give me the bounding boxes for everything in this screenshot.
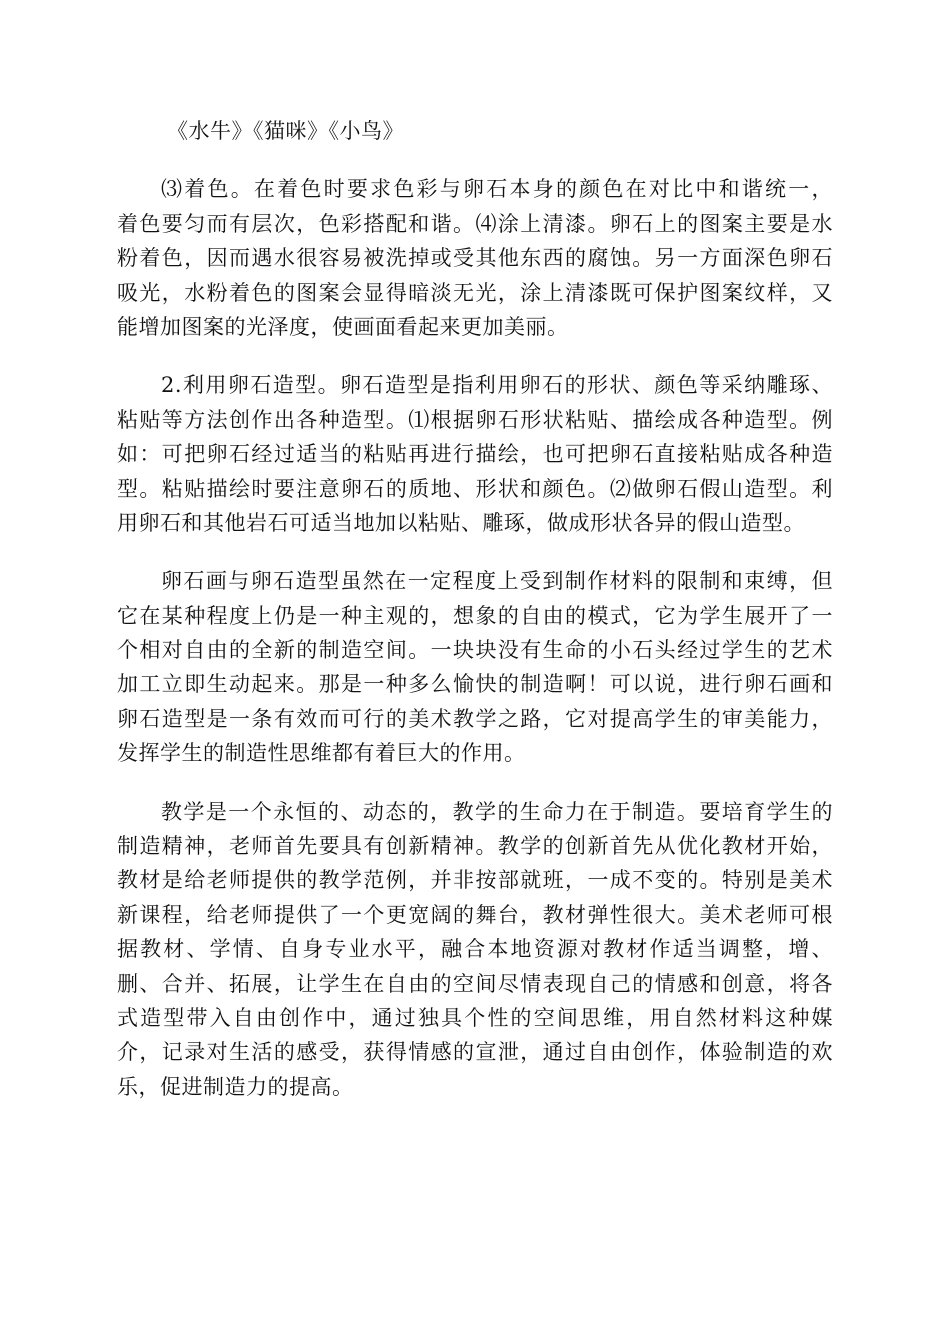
document-body bbox=[117, 114, 833, 1104]
paragraph-line: 加工立即生动起来。那是一种多么愉快的制造啊！可以说，进行卵石画和 bbox=[117, 672, 833, 697]
paragraph-pebble-modeling bbox=[117, 368, 833, 540]
paragraph-coloring bbox=[117, 172, 833, 344]
figure-caption: 《水牛》《猫咪》《小鸟》 bbox=[167, 119, 404, 143]
paragraph-line: 2.利用卵石造型。卵石造型是指利用卵石的形状、颜色等采纳雕琢、 bbox=[161, 373, 833, 398]
paragraph-line: 教材是给老师提供的教学范例，并非按部就班，一成不变的。特别是美术 bbox=[117, 868, 833, 893]
paragraph-line: 个相对自由的全新的制造空间。一块块没有生命的小石头经过学生的艺术 bbox=[117, 638, 833, 663]
paragraph-line: 据教材、学情、自身专业水平，融合本地资源对教材作适当调整，增、 bbox=[117, 937, 833, 962]
paragraph-line: 删、合并、拓展，让学生在自由的空间尽情表现自己的情感和创意，将各 bbox=[117, 971, 833, 996]
paragraph-line: 能增加图案的光泽度，使画面看起来更加美丽。 bbox=[117, 314, 569, 339]
paragraph-line: 教学是一个永恒的、动态的，教学的生命力在于制造。要培育学生的 bbox=[161, 799, 833, 824]
paragraph-teaching-innovation bbox=[117, 795, 833, 1105]
paragraph-gap bbox=[117, 540, 833, 564]
paragraph-line: 如：可把卵石经过适当的粘贴再进行描绘，也可把卵石直接粘贴成各种造 bbox=[117, 442, 833, 467]
paragraph-line: 粘贴等方法创作出各种造型。⑴根据卵石形状粘贴、描绘成各种造型。例 bbox=[117, 407, 833, 432]
paragraph-line: ⑶着色。在着色时要求色彩与卵石本身的颜色在对比中和谐统一， bbox=[161, 177, 833, 202]
paragraph-line: 新课程，给老师提供了一个更宽阔的舞台，教材弹性很大。美术老师可根 bbox=[117, 902, 833, 927]
paragraph-line: 型。粘贴描绘时要注意卵石的质地、形状和颜色。⑵做卵石假山造型。利 bbox=[117, 476, 833, 501]
paragraph-line: 式造型带入自由创作中，通过独具个性的空间思维，用自然材料这种媒 bbox=[117, 1005, 833, 1030]
paragraph-line: 用卵石和其他岩石可适当地加以粘贴、雕琢，做成形状各异的假山造型。 bbox=[117, 510, 805, 535]
paragraph-line: 吸光，水粉着色的图案会显得暗淡无光，涂上清漆既可保护图案纹样，又 bbox=[117, 280, 833, 305]
paragraph-line: 卵石造型是一条有效而可行的美术教学之路，它对提高学生的审美能力， bbox=[117, 706, 833, 731]
paragraph-line: 粉着色，因而遇水很容易被洗掉或受其他东西的腐蚀。另一方面深色卵石 bbox=[117, 246, 833, 271]
paragraph-pebble-painting-value bbox=[117, 564, 833, 770]
paragraph-line: 乐，促进制造力的提高。 bbox=[117, 1074, 354, 1099]
paragraph-line: 介，记录对生活的感受，获得情感的宣泄，通过自由创作，体验制造的欢 bbox=[117, 1040, 833, 1065]
paragraph-gap bbox=[117, 771, 833, 795]
paragraph-line: 着色要匀而有层次，色彩搭配和谐。⑷涂上清漆。卵石上的图案主要是水 bbox=[117, 211, 833, 236]
paragraph-gap bbox=[117, 148, 833, 172]
paragraph-line: 它在某种程度上仍是一种主观的，想象的自由的模式，它为学生展开了一 bbox=[117, 603, 833, 628]
paragraph-line: 卵石画与卵石造型虽然在一定程度上受到制作材料的限制和束缚，但 bbox=[161, 569, 833, 594]
paragraph-line: 发挥学生的制造性思维都有着巨大的作用。 bbox=[117, 741, 526, 766]
paragraph-line: 制造精神，老师首先要具有创新精神。教学的创新首先从优化教材开始， bbox=[117, 834, 833, 859]
paragraph-gap bbox=[117, 344, 833, 368]
